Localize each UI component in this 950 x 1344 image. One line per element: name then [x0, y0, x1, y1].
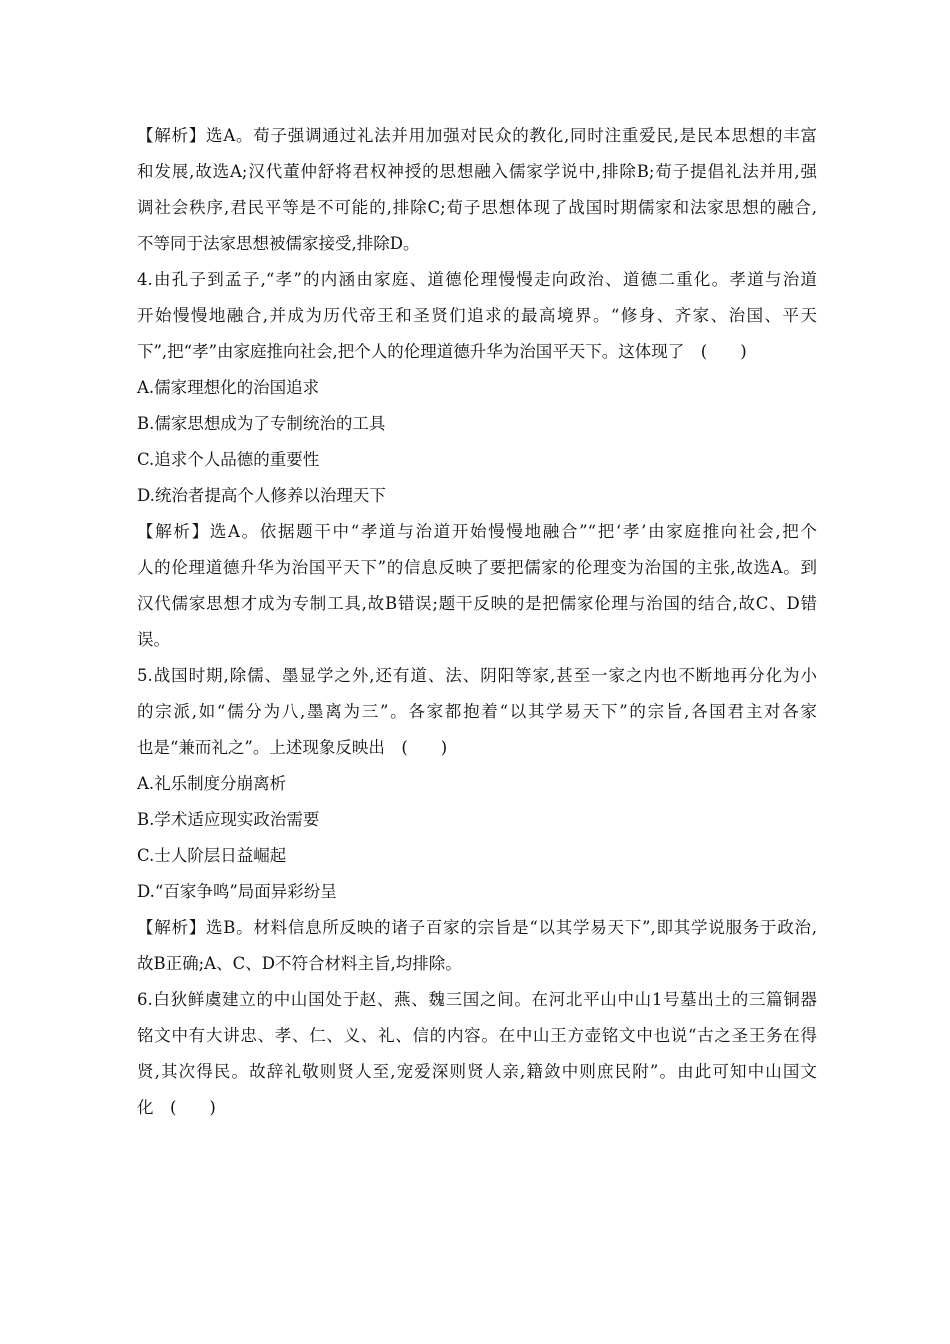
question-5-option-b: B.学术适应现实政治需要 — [137, 810, 320, 829]
question-5-line-3: 也是“兼而礼之”。上述现象反映出 ( ) — [137, 738, 448, 757]
question-5-line-1: 5.战国时期,除儒、墨显学之外,还有道、法、阴阳等家,甚至一家之内也不断地再分化为小 — [137, 666, 817, 685]
question-4-option-d: D.统治者提高个人修养以治理天下 — [137, 486, 386, 505]
question-5-option-a: A.礼乐制度分崩离析 — [137, 774, 287, 793]
question-6-line-2: 铭文中有大讲忠、孝、仁、义、礼、信的内容。在中山王方壶铭文中也说“古之圣王务在得 — [137, 1026, 817, 1045]
analysis-5-line-2: 故B正确;A、C、D不符合材料主旨,均排除。 — [137, 954, 462, 973]
analysis-3-line-2: 和发展,故选A;汉代董仲舒将君权神授的思想融入儒家学说中,排除B;荀子提倡礼法并用,强 — [137, 162, 817, 181]
question-4-line-3: 下”,把“孝”由家庭推向社会,把个人的伦理道德升华为治国平天下。这体现了 ( ) — [137, 342, 747, 361]
analysis-3-line-1: 【解析】选A。荀子强调通过礼法并用加强对民众的教化,同时注重爱民,是民本思想的丰富 — [137, 126, 817, 145]
analysis-3-line-3: 调社会秩序,君民平等是不可能的,排除C;荀子思想体现了战国时期儒家和法家思想的融合, — [137, 198, 817, 217]
analysis-4-line-4: 误。 — [137, 630, 170, 649]
question-4-line-2: 开始慢慢地融合,并成为历代帝王和圣贤们追求的最高境界。“修身、齐家、治国、平天 — [137, 306, 817, 325]
question-4-option-b: B.儒家思想成为了专制统治的工具 — [137, 414, 386, 433]
question-4-line-1: 4.由孔子到孟子,“孝”的内涵由家庭、道德伦理慢慢走向政治、道德二重化。孝道与治道 — [137, 270, 817, 289]
analysis-5-line-1: 【解析】选B。材料信息所反映的诸子百家的宗旨是“以其学易天下”,即其学说服务于政治, — [137, 918, 817, 937]
question-5-option-c: C.士人阶层日益崛起 — [137, 846, 287, 865]
analysis-4-line-1: 【解析】选A。依据题干中“孝道与治道开始慢慢地融合”“把‘孝’由家庭推向社会,把个 — [137, 522, 817, 541]
analysis-4-line-2: 人的伦理道德升华为治国平天下”的信息反映了要把儒家的伦理变为治国的主张,故选A。到 — [137, 558, 817, 577]
analysis-4-line-3: 汉代儒家思想才成为专制工具,故B错误;题干反映的是把儒家伦理与治国的结合,故C、D错 — [137, 594, 817, 613]
question-5-line-2: 的宗派,如“儒分为八,墨离为三”。各家都抱着“以其学易天下”的宗旨,各国君主对各家 — [137, 702, 817, 721]
question-5-option-d: D.“百家争鸣”局面异彩纷呈 — [137, 882, 337, 901]
question-4-option-c: C.追求个人品德的重要性 — [137, 450, 320, 469]
analysis-3-line-4: 不等同于法家思想被儒家接受,排除D。 — [137, 234, 420, 253]
question-4-option-a: A.儒家理想化的治国追求 — [137, 378, 320, 397]
question-6-line-1: 6.白狄鲜虞建立的中山国处于赵、燕、魏三国之间。在河北平山中山1号墓出土的三篇铜器 — [137, 990, 817, 1009]
question-6-line-3: 贤,其次得民。故辞礼敬则贤人至,宠爱深则贤人亲,籍敛中则庶民附”。由此可知中山国文 — [137, 1062, 817, 1081]
question-6-line-4: 化 ( ) — [137, 1098, 216, 1117]
